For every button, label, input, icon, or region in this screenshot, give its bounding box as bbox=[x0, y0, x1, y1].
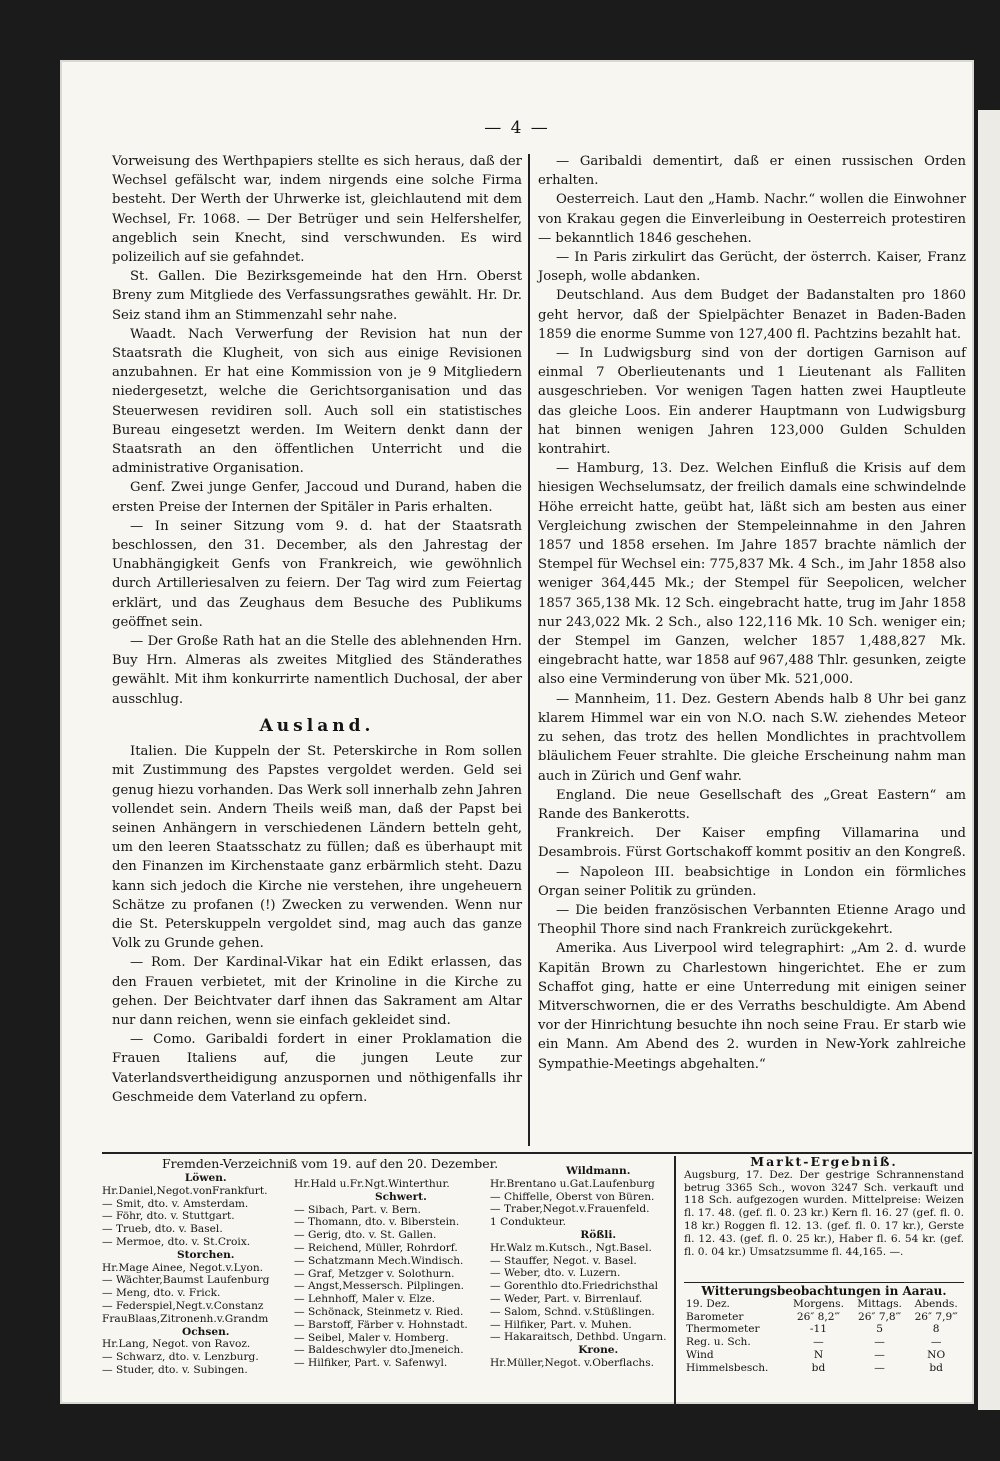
article-paragraph: England. Die neue Gesellschaft des „Great Eastern“ am Rande des Bankerotts. bbox=[538, 787, 966, 822]
guest-entry: — Hilfiker, Part. v. Safenwyl. bbox=[294, 1357, 448, 1370]
weather-cell: 8 bbox=[932, 1323, 940, 1336]
column-divider bbox=[674, 1156, 676, 1406]
guest-entry: — Gerig, dto. v. St. Gallen. bbox=[294, 1229, 437, 1242]
article-paragraph: Amerika. Aus Liverpool wird telegraphirt: „Am 2. d. wurde Kapitän Brown zu Charlestown hingerichtet. Ehe er zum Schaffot ging, hatte er eine Unterredung mit einigen seiner Mitverschwornen, die er des Verraths beschuldigte. Am Abend vor der Hinrichtung besuchte ihn noch seine Frau. Er starb wie ein Mann. Am Abend des 2. wurden in New-York zahlreiche Sympathie-Meetings abgehalten.“ bbox=[538, 941, 966, 1072]
weather-row bbox=[684, 1311, 964, 1324]
hotel-name: Löwen. bbox=[184, 1172, 227, 1184]
article-paragraph: Frankreich. Der Kaiser empfing Villamarina und Desambrois. Fürst Gortschakoff kommt positiv an den Kongreß. bbox=[538, 826, 966, 861]
guest-entry: — Hilfiker, Part. v. Muhen. bbox=[490, 1318, 632, 1331]
article-paragraph: — In seiner Sitzung vom 9. d. hat der Staatsrath beschlossen, den 31. December, als den Jahrestag der Unabhängigkeit Genfs von Frankreich, wie gewöhnlich durch Artilleriesalven zu feiern. Der Tag wird zum Feiertag erklärt, und das Zeughaus dem Besuche des Publikums geöffnet sein. bbox=[112, 518, 522, 630]
guest-entry: — Schönack, Steinmetz v. Ried. bbox=[294, 1305, 464, 1318]
article-paragraph: — Mannheim, 11. Dez. Gestern Abends halb 8 Uhr bei ganz klarem Himmel war ein von N.O. nach S.W. ziehendes Meteor zu sehen, das trotz des hellen Mondlichtes in prachtvollem bläulichem Feuer strahlte. Die gleiche Erscheinung nahm man auch in Zürich und Genf wahr. bbox=[538, 691, 966, 784]
guest-entry: — Studer, dto. v. Subingen. bbox=[102, 1363, 248, 1376]
weather-cell: Himmelsbesch. bbox=[686, 1361, 769, 1374]
weather-cell: NO bbox=[927, 1348, 946, 1361]
weather-cell: -11 bbox=[809, 1323, 827, 1336]
weather-cell: — bbox=[930, 1336, 942, 1349]
page-number: — 4 — bbox=[484, 118, 550, 138]
guest-entry: — Föhr, dto. v. Stuttgart. bbox=[102, 1210, 235, 1223]
guest-entry: — Seibel, Maler v. Homberg. bbox=[294, 1331, 449, 1344]
guest-entry: — Lehnhoff, Maler v. Elze. bbox=[294, 1293, 436, 1306]
weather-cell: Wind bbox=[686, 1348, 714, 1361]
weather-cell: Barometer bbox=[686, 1310, 744, 1323]
guest-entry: FrauBlaas,Zitronenh.v.Grandm bbox=[102, 1312, 269, 1325]
weather-row bbox=[684, 1323, 964, 1336]
column-divider bbox=[528, 154, 530, 1146]
weather-cell: bd bbox=[929, 1361, 943, 1374]
article-paragraph: — Napoleon III. beabsichtige in London ein förmliches Organ seiner Politik zu gründen. bbox=[538, 864, 966, 899]
hotel-name: Schwert. bbox=[374, 1190, 427, 1203]
guest-entry: — Angst,Messersch. Pilplingen. bbox=[294, 1280, 465, 1293]
fremden-column-1 bbox=[102, 1172, 269, 1377]
guest-entry: Hr.Mage Ainee, Negot.v.Lyon. bbox=[102, 1261, 264, 1274]
newspaper-page bbox=[62, 62, 972, 1402]
article-paragraph: Waadt. Nach Verwerfung der Revision hat nun der Staatsrath die Klugheit, von sich aus einige Revisionen anzubahnen. Er hat eine Kommission von je 9 Mitgliedern niedergesetzt, welche die Gerichtsorganisation und das Steuerwesen revidiren soll. Auch soll ein statistisches Bureau eingesetzt werden. Im Weitern denkt dann der Staatsrath an den öffentlichen Unterricht und die administrative Organisation. bbox=[112, 326, 522, 477]
weather-header-cell: 19. Dez. bbox=[686, 1297, 730, 1310]
guest-entry: Hr.Daniel,Negot.vonFrankfurt. bbox=[102, 1184, 268, 1197]
guest-entry: 1 Condukteur. bbox=[490, 1216, 567, 1229]
guest-entry: — Mermoe, dto. v. St.Croix. bbox=[102, 1235, 251, 1248]
weather-cell: 26″ 7,8‴ bbox=[858, 1310, 902, 1323]
guest-entry: — Graf, Metzger v. Solothurn. bbox=[294, 1267, 455, 1280]
article-paragraph: St. Gallen. Die Bezirksgemeinde hat den Hrn. Oberst Breny zum Mitgliede des Verfassungsrathes gewählt. Hr. Dr. Seiz stand ihm an Stimmenzahl sehr nahe. bbox=[112, 269, 522, 323]
fremden-column-2 bbox=[294, 1178, 468, 1370]
weather-cell: — bbox=[874, 1348, 885, 1361]
weather-cell: 26″ 8,2‴ bbox=[796, 1310, 841, 1323]
guest-entry: Hr.Müller,Negot. v.Oberflachs. bbox=[490, 1356, 655, 1369]
weather-title: Witterungsbeobachtungen in Aarau. bbox=[684, 1282, 964, 1298]
guest-entry: — Thomann, dto. v. Biberstein. bbox=[294, 1216, 460, 1229]
article-paragraph: — Hamburg, 13. Dez. Welchen Einfluß die Krisis auf dem hiesigen Wechselumsatz, der freilich damals eine schwindelnde Höhe erreicht hatte, geübt hat, läßt sich am besten aus einer Vergleichung zwischen der Stempeleinnahme in den Jahren 1857 und 1858 ersehen. Im Jahre 1857 brachte nämlich der Stempel für Wechsel ein: 775,837 Mk. 4 Sch., im Jahr 1858 also weniger 364,445 Mk.; der Stempel für Seepolicen, welcher 1857 365,138 Mk. 12 Sch. eingebracht hatte, trug im Jahr 1858 nur 243,022 Mk. 2 Sch., also 122,116 Mk. 10 Sch. weniger ein; der Stempel im Ganzen, welcher 1857 1,488,827 Mk. eingebracht hatte, war 1858 auf 967,488 Thlr. gesunken, zeigte also eine Verminderung von über Mk. 521,000. bbox=[538, 461, 966, 688]
weather-header-row bbox=[684, 1298, 964, 1311]
guest-entry: — Schwarz, dto. v. Lenzburg. bbox=[102, 1351, 259, 1364]
weather-cell: — bbox=[874, 1336, 885, 1349]
guest-entry: — Barstoff, Färber v. Hohnstadt. bbox=[294, 1318, 468, 1331]
right-column bbox=[538, 152, 966, 1074]
weather-table bbox=[684, 1298, 964, 1375]
article-paragraph: Oesterreich. Laut den „Hamb. Nachr.“ wollen die Einwohner von Krakau gegen die Einverleibung in Oesterreich protestiren — bekanntlich 1846 geschehen. bbox=[538, 192, 966, 246]
hotel-name: Ochsen. bbox=[181, 1325, 230, 1338]
guest-entry: Hr.Lang, Negot. von Ravoz. bbox=[102, 1338, 251, 1351]
guest-entry: — Stauffer, Negot. v. Basel. bbox=[490, 1254, 637, 1267]
markt-text: Augsburg, 17. Dez. Der gestrige Schrannenstand betrug 3365 Sch., wovon 3247 Sch. verkauft und 118 Sch. aufgezogen wurden. Mittelpreise: Weizen fl. 17. 48. (gef. fl. 0. 23 kr.) Kern fl. 16. 27 (gef. fl. 0. 18 kr.) Roggen fl. 12. 13. (gef. fl. 0. 17 kr.), Gerste fl. 12. 43. (gef. fl. 0. 25 kr.), Haber fl. 6. 54 kr. (gef. fl. 0. 04 kr.) Umsatzsumme fl. 44,165. —. bbox=[684, 1168, 964, 1258]
guest-entry: — Weder, Part. v. Birrenlauf. bbox=[490, 1292, 643, 1305]
article-paragraph: Deutschland. Aus dem Budget der Badanstalten pro 1860 geht hervor, daß der Spielpächter Benazet in Baden-Baden 1859 die enorme Summe von 127,400 fl. Pachtzins bezahlt hat. bbox=[538, 288, 966, 342]
guest-entry: — Salom, Schnd. v.Stüßlingen. bbox=[490, 1305, 655, 1318]
guest-entry: — Gorenthlo dto.Friedrichsthal bbox=[490, 1280, 659, 1293]
weather-row bbox=[684, 1336, 964, 1349]
article-paragraph: Italien. Die Kuppeln der St. Peterskirche in Rom sollen mit Zustimmung des Papstes vergoldet werden. Geld sei genug hiezu vorhanden. Das Werk soll innerhalb zehn Jahren vollendet sein. Andern Theils weiß man, daß der Papst bei seinen Anhängern in verschiedenen Ländern betteln geht, um den leeren Staatsschatz zu füllen; daß es überhaupt mit den Finanzen im Kirchenstaate ganz erbärmlich steht. Dazu kann sich jedoch die Kirche nie verstehen, ihre ungeheuern Schätze zu profanen (!) Zwecken zu verwenden. Wenn nur die St. Peterskuppeln vergoldet sind, mag auch das ganze Volk zu Grunde gehen. bbox=[112, 744, 522, 952]
guest-entry: — Reichend, Müller, Rohrdorf. bbox=[294, 1241, 458, 1254]
article-paragraph: Vorweisung des Werthpapiers stellte es sich heraus, daß der Wechsel gefälscht war, indem nirgends eine solche Firma besteht. Der Werth der Uhrwerke ist, gleichlautend mit dem Wechsel, Fr. 1068. — Der Betrüger und sein Helfershelfer, angeblich sein Knecht, sind verschwunden. Es wird polizeilich auf sie gefahndet. bbox=[112, 154, 522, 266]
guest-entry: Hr.Brentano u.Gat.Laufenburg bbox=[490, 1177, 655, 1190]
markt-title: Markt-Ergebniß. bbox=[750, 1154, 898, 1169]
guest-entry: — Chiffelle, Oberst von Büren. bbox=[490, 1190, 655, 1203]
weather-section bbox=[684, 1282, 964, 1375]
weather-header-cell: Morgens. bbox=[792, 1297, 844, 1310]
guest-entry: — Sibach, Part. v. Bern. bbox=[294, 1203, 421, 1216]
fremden-title: Fremden-Verzeichniß vom 19. auf den 20. Dezember. bbox=[162, 1156, 499, 1171]
weather-cell: Reg. u. Sch. bbox=[686, 1336, 751, 1349]
weather-cell: Thermometer bbox=[686, 1323, 760, 1336]
article-paragraph: — In Ludwigsburg sind von der dortigen Garnison auf einmal 7 Oberlieutenants und 1 Lieutenant als Falliten ausgeschrieben. Vor wenigen Tagen hatten zwei Hauptleute das gleiche Loos. Ein anderer Hauptmann von Ludwigsburg hat binnen wenigen Jahren 123,000 Gulden Schulden kontrahirt. bbox=[538, 346, 966, 458]
guest-entry: — Meng, dto. v. Frick. bbox=[102, 1287, 221, 1300]
article-paragraph: — Como. Garibaldi fordert in einer Proklamation die Frauen Italiens auf, die jungen Leute zur Vaterlandsvertheidigung anzuspornen und nöthigenfalls ihr Geschmeide dem Vaterland zu opfern. bbox=[112, 1032, 522, 1105]
weather-header-cell: Abends. bbox=[914, 1297, 958, 1310]
markt-section bbox=[684, 1156, 964, 1258]
weather-cell: 26″ 7,9‴ bbox=[914, 1310, 958, 1323]
article-paragraph: Genf. Zwei junge Genfer, Jaccoud und Durand, haben die ersten Preise der Internen der Spitäler in Paris erhalten. bbox=[112, 480, 522, 515]
guest-entry: — Smit, dto. v. Amsterdam. bbox=[102, 1197, 249, 1210]
weather-header-cell: Mittags. bbox=[857, 1297, 902, 1310]
guest-entry: — Baldeschwyler dto.Jmeneich. bbox=[294, 1344, 464, 1357]
left-column bbox=[112, 152, 522, 1107]
weather-cell: — bbox=[813, 1336, 824, 1349]
guest-entry: — Federspiel,Negt.v.Constanz bbox=[102, 1299, 264, 1312]
hotel-name: Wildmann. bbox=[566, 1165, 631, 1177]
guest-entry: Hr.Hald u.Fr.Ngt.Winterthur. bbox=[294, 1178, 450, 1190]
article-paragraph: — Garibaldi dementirt, daß er einen russischen Orden erhalten. bbox=[538, 154, 966, 189]
article-paragraph: — In Paris zirkulirt das Gerücht, der österrch. Kaiser, Franz Joseph, wolle abdanken. bbox=[538, 250, 966, 285]
hotel-name: Rößli. bbox=[580, 1228, 617, 1241]
guest-entry: — Weber, dto. v. Luzern. bbox=[490, 1267, 621, 1280]
guest-entry: — Hakaraitsch, Dethbd. Ungarn. bbox=[490, 1331, 667, 1344]
section-heading-ausland: Ausland. bbox=[259, 715, 375, 736]
guest-entry: Hr.Walz m.Kutsch., Ngt.Basel. bbox=[490, 1241, 652, 1254]
weather-row bbox=[684, 1362, 964, 1375]
weather-cell: 5 bbox=[876, 1323, 883, 1336]
fremden-column-3 bbox=[490, 1165, 666, 1370]
guest-entry: — Wächter,Baumst Laufenburg bbox=[102, 1274, 270, 1287]
guest-entry: — Schatzmann Mech.Windisch. bbox=[294, 1254, 464, 1267]
guest-entry: — Traber,Negot.v.Frauenfeld. bbox=[490, 1203, 650, 1216]
guest-entry: — Trueb, dto. v. Basel. bbox=[102, 1223, 223, 1236]
hotel-name: Krone. bbox=[578, 1344, 619, 1357]
weather-cell: bd bbox=[811, 1361, 826, 1374]
hotel-name: Storchen. bbox=[176, 1248, 235, 1261]
article-paragraph: — Die beiden französischen Verbannten Etienne Arago und Theophil Thore sind nach Frankreich zurückgekehrt. bbox=[538, 902, 966, 938]
weather-cell: N bbox=[813, 1348, 824, 1361]
adjacent-page-edge bbox=[978, 110, 1000, 1410]
weather-cell: — bbox=[874, 1361, 885, 1374]
article-paragraph: — Rom. Der Kardinal-Vikar hat ein Edikt erlassen, das den Frauen verbietet, mit der Krinoline in die Kirche zu gehen. Der Beichtvater darf ihnen das Sakrament am Altar nur dann reichen, wenn sie einfach gekleidet sind. bbox=[112, 955, 522, 1028]
article-paragraph: — Der Große Rath hat an die Stelle des ablehnenden Hrn. Buy Hrn. Almeras als zweites Mitglied des Ständerathes gewählt. Mit ihm konkurrirte namentlich Duchosal, der aber ausschlug. bbox=[112, 634, 522, 707]
weather-row bbox=[684, 1349, 964, 1362]
